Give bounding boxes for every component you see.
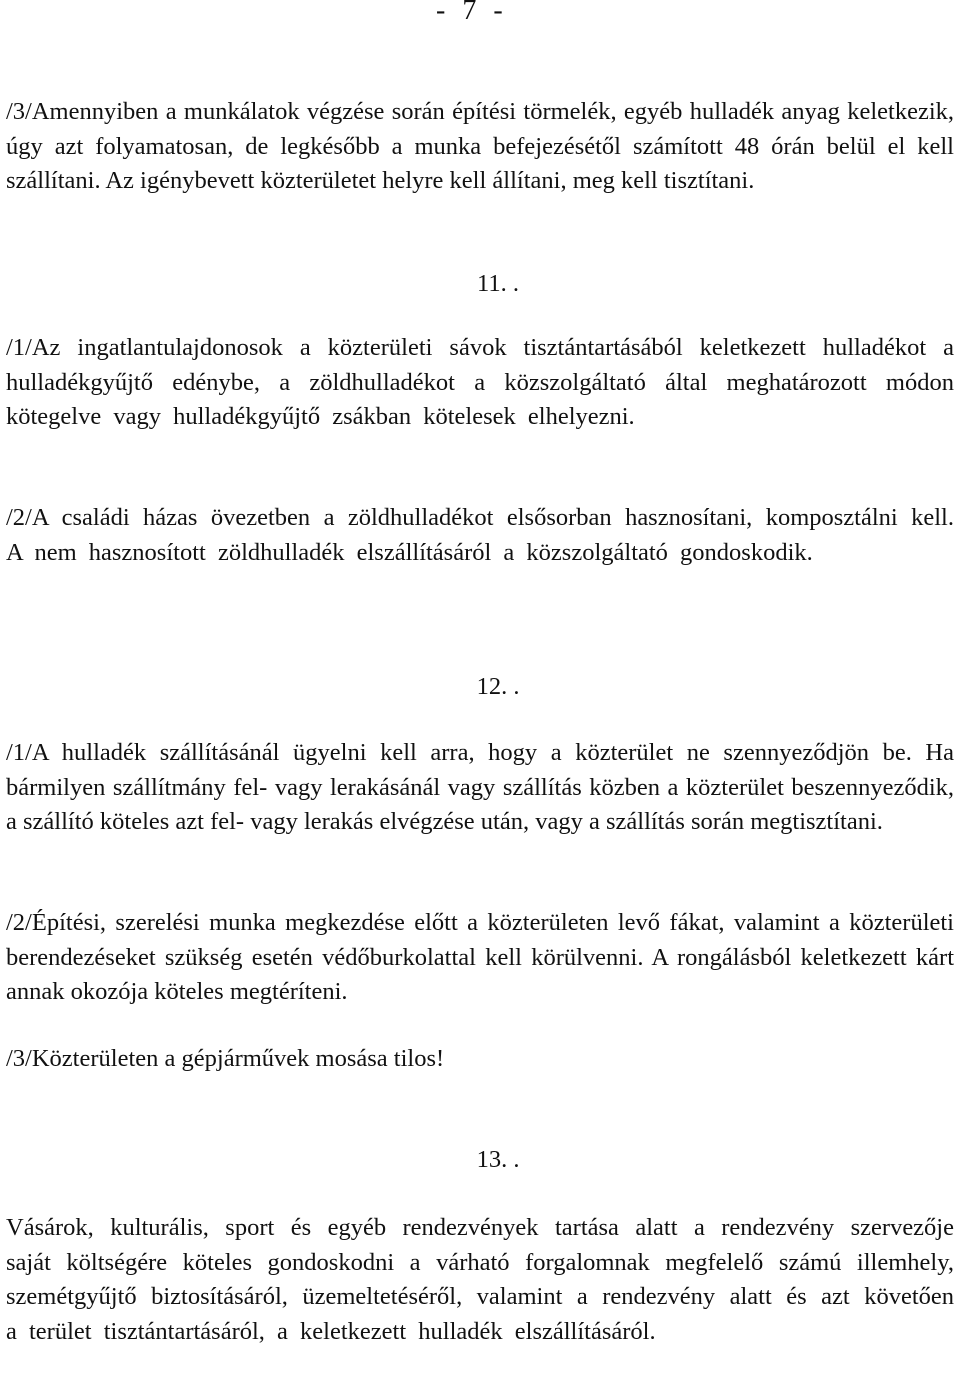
paragraph-11-2: /2/A családi házas övezetben a zöldhulladékot elsősorban hasznosítani, komposztálni kell. A nem hasznosított zöldhulladék elszállításáról a közszolgáltató gondoskodik.: [6, 504, 954, 566]
section-heading-12: 12. .: [476, 673, 520, 700]
paragraph-12-1: /1/A hulladék szállításánál ügyelni kell arra, hogy a közterület ne szennyeződjön be. Ha bármilyen szállítmány fel- vagy lerakásánál vagy szállítás közben a közterület beszennyeződik, a szállító köteles azt fel- vagy lerakás elvégzése után, vagy a szállítás során megtisztítani.: [6, 739, 954, 835]
paragraph-construction-waste: /3/Amennyiben a munkálatok végzése során építési törmelék, egyéb hulladék anyag keletkezik, úgy azt folyamatosan, de legkésőbb a munka befejezésétől számított 48 órán belül el kell szállítani. Az igénybevett közterületet helyre kell állítani, meg kell tisztítani.: [6, 98, 954, 194]
section-heading-11: 11. .: [477, 270, 519, 297]
section-heading-13: 13. .: [476, 1146, 520, 1173]
paragraph-12-3: /3/Közterületen a gépjárművek mosása tilos!: [6, 1045, 445, 1072]
paragraph-11-1: /1/Az ingatlantulajdonosok a közterületi sávok tisztántartásából keletkezett hulladékot a hulladékgyűjtő edénybe, a zöldhulladékot a közszolgáltató által meghatározott módon kötegelve vagy hulladékgyűjtő zsákban kötelesek elhelyezni.: [6, 334, 954, 430]
paragraph-13: Vásárok, kulturális, sport és egyéb rendezvények tartása alatt a rendezvény szervezője saját költségére köteles gondoskodni a várható forgalomnak megfelelő számú illemhely, szemétgyűjtő biztosításáról, üzemeltetéséről, valamint a rendezvény alatt és azt követően a terület tisztántartásáról, a keletkezett hulladék elszállításáról.: [6, 1214, 954, 1345]
page-number: - 7 -: [436, 0, 504, 26]
paragraph-12-2: /2/Építési, szerelési munka megkezdése előtt a közterületen levő fákat, valamint a közterületi berendezéseket szükség esetén védőburkolattal kell körülvenni. A rongálásból keletkezett kárt annak okozója köteles megtéríteni.: [6, 909, 954, 1005]
